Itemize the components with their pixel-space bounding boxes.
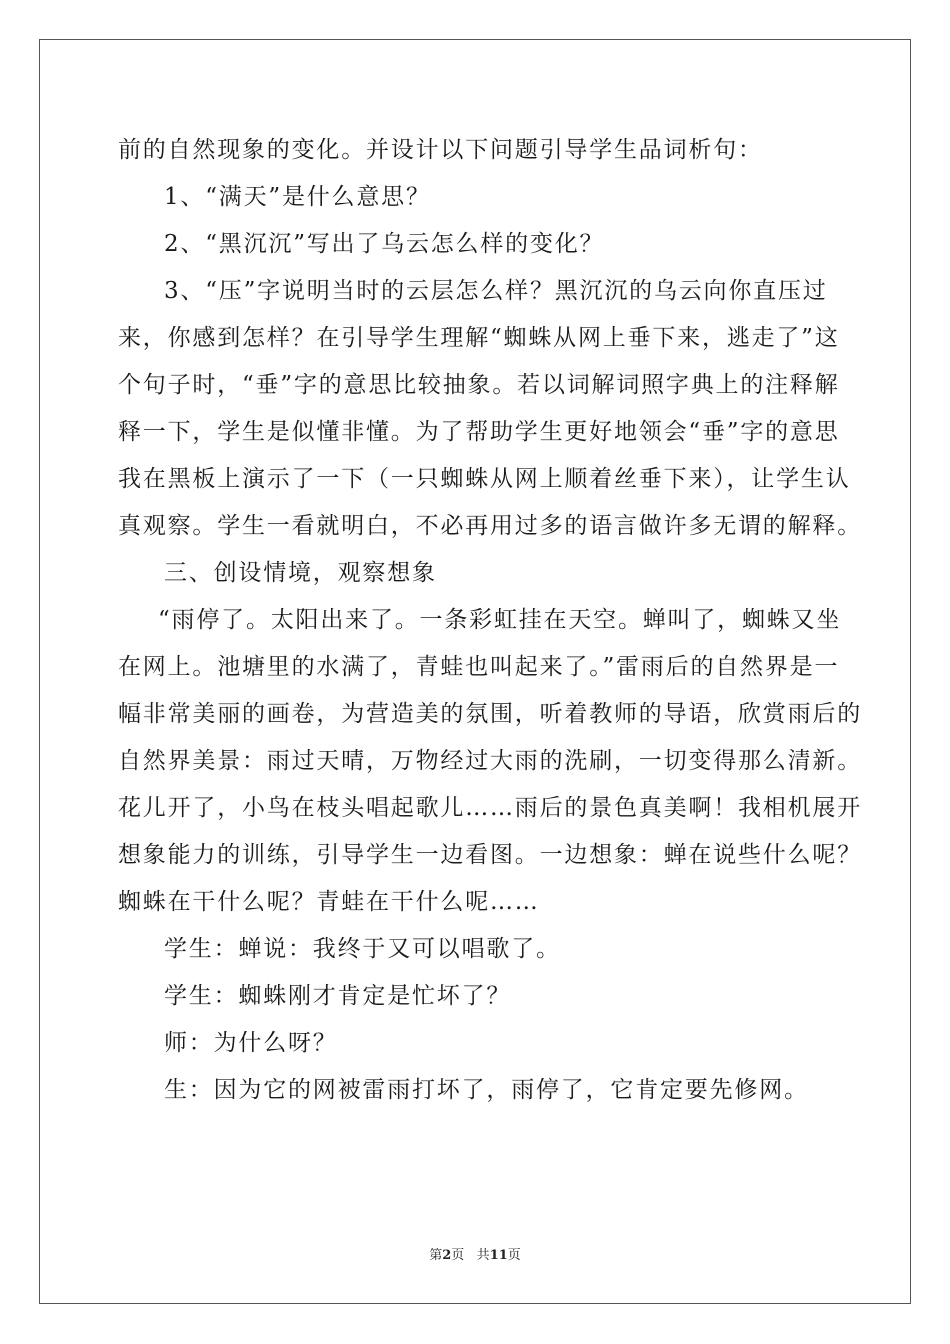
text-line: 花儿开了，小鸟在枝头唱起歌儿……雨后的景色真美啊！我相机展开 (118, 795, 862, 821)
text-line: 个句子时，“垂”字的意思比较抽象。若以词解词照字典上的注释解 (118, 372, 840, 398)
text-line: 释一下，学生是似懂非懂。为了帮助学生更好地领会“垂”字的意思 (118, 419, 840, 445)
text-line: 自然界美景：雨过天晴，万物经过大雨的洗刷，一切变得那么清新。 (118, 748, 862, 774)
page-suffix: 页 (451, 1248, 465, 1263)
section-heading: 三、创设情境，观察想象 (164, 560, 437, 586)
text-line: 来，你感到怎样？在引导学生理解“蜘蛛从网上垂下来，逃走了”这 (118, 325, 840, 351)
text-line: 想象能力的训练，引导学生一边看图。一边想象：蝉在说些什么呢？ (118, 842, 862, 868)
total-suffix: 页 (507, 1248, 521, 1263)
text-line: 真观察。学生一看就明白，不必再用过多的语言做许多无谓的解释。 (118, 513, 862, 539)
text-line: 前的自然现象的变化。并设计以下问题引导学生品词析句： (118, 137, 763, 163)
text-line: 蜘蛛在干什么呢？青蛙在干什么呢…… (118, 889, 540, 915)
dialogue-line: 学生：蜘蛛刚才肯定是忙坏了？ (164, 983, 512, 1009)
text-line: 幅非常美丽的画卷，为营造美的氛围，听着教师的导语，欣赏雨后的 (118, 701, 862, 727)
text-line: 在网上。池塘里的水满了，青蛙也叫起来了。”雷雨后的自然界是一 (118, 654, 840, 680)
document-body (118, 127, 862, 1114)
page-footer (0, 1244, 950, 1263)
dialogue-line: 生：因为它的网被雷雨打坏了，雨停了，它肯定要先修网。 (164, 1077, 809, 1103)
total-pages: 11 (489, 1248, 508, 1263)
text-line: 2、“黑沉沉”写出了乌云怎么样的变化？ (164, 231, 605, 257)
dialogue-line: 师：为什么呀？ (164, 1030, 338, 1056)
total-prefix: 共 (476, 1248, 490, 1263)
text-line: 3、“压”字说明当时的云层怎么样？黑沉沉的乌云向你直压过 (164, 278, 828, 304)
page-prefix: 第 (429, 1248, 443, 1263)
text-line: 1、“满天”是什么意思？ (164, 184, 431, 210)
dialogue-line: 学生：蝉说：我终于又可以唱歌了。 (164, 936, 561, 962)
text-line: 我在黑板上演示了一下（一只蜘蛛从网上顺着丝垂下来），让学生认 (118, 466, 851, 492)
text-line: “雨停了。太阳出来了。一条彩虹挂在天空。蝉叫了，蜘蛛又坐 (158, 607, 842, 633)
page-number: 2 (442, 1248, 452, 1263)
